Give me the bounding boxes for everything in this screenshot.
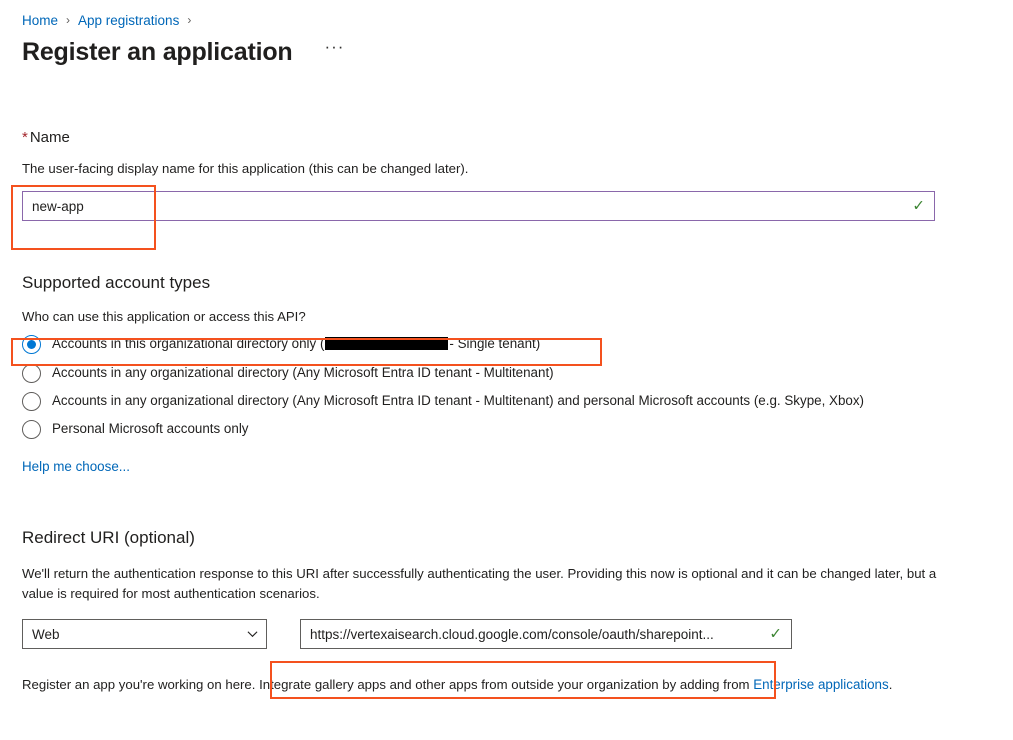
- radio-label-single-tenant-before: Accounts in this organizational directory only (: [52, 336, 325, 352]
- title-row: [22, 38, 991, 67]
- breadcrumb: [22, 10, 991, 30]
- name-input[interactable]: [22, 191, 935, 221]
- redirect-uri-field-wrap: [300, 619, 792, 649]
- radio-label-multitenant: Accounts in any organizational directory (Any Microsoft Entra ID tenant - Multitenant): [52, 364, 554, 380]
- redirect-uri-row: [22, 619, 991, 649]
- footer-note: [22, 675, 991, 695]
- redacted-tenant-name: [325, 337, 448, 350]
- platform-select-value: Web: [32, 626, 60, 642]
- radio-option-personal-only[interactable]: [22, 419, 991, 438]
- supported-account-types-heading: Supported account types: [22, 273, 211, 293]
- radio-icon-single-tenant[interactable]: [22, 335, 41, 354]
- footer-note-after: .: [888, 677, 893, 693]
- radio-option-multitenant-and-personal[interactable]: [22, 391, 991, 410]
- redirect-uri-valid-check-icon: ✓: [769, 625, 782, 643]
- platform-select[interactable]: [22, 619, 267, 649]
- breadcrumb-item-app-registrations[interactable]: App registrations: [78, 12, 180, 28]
- enterprise-applications-link[interactable]: Enterprise applications: [753, 677, 889, 693]
- name-label: [22, 129, 991, 146]
- breadcrumb-item-home[interactable]: Home: [22, 12, 59, 28]
- help-me-choose-link[interactable]: Help me choose...: [22, 458, 130, 474]
- page-title: Register an application: [22, 38, 293, 66]
- supported-account-types-question: Who can use this application or access this API?: [22, 309, 306, 325]
- account-types-radio-group: [22, 334, 991, 439]
- radio-icon-multitenant[interactable]: [22, 364, 41, 383]
- help-me-choose-row: [22, 458, 991, 476]
- radio-option-single-tenant[interactable]: [22, 334, 991, 353]
- platform-select-wrap: [22, 619, 267, 649]
- redirect-uri-description: We'll return the authentication response to this URI after successfully authenticating the user. Providing this now is optional and it can be changed later, but a value is required for most authentication scenarios.: [22, 565, 937, 601]
- more-actions-icon[interactable]: ···: [324, 36, 345, 56]
- radio-label-multitenant-and-personal: Accounts in any organizational directory (Any Microsoft Entra ID tenant - Multitenant) and personal Microsoft accounts (e.g. Skype, Xbox): [52, 393, 865, 409]
- breadcrumb-separator-icon: ›: [66, 13, 71, 27]
- radio-icon-personal-only[interactable]: [22, 420, 41, 439]
- radio-label-single-tenant-after: - Single tenant): [449, 336, 541, 352]
- radio-option-multitenant[interactable]: [22, 363, 991, 382]
- redirect-uri-input[interactable]: [300, 619, 792, 649]
- name-label-text: Name: [29, 129, 70, 146]
- radio-icon-multitenant-and-personal[interactable]: [22, 392, 41, 411]
- required-asterisk: *: [22, 129, 28, 146]
- name-field-wrap: [22, 191, 935, 221]
- redirect-uri-heading: Redirect URI (optional): [22, 527, 195, 547]
- radio-label-personal-only: Personal Microsoft accounts only: [52, 421, 249, 437]
- name-valid-check-icon: ✓: [912, 197, 925, 215]
- breadcrumb-separator-icon-2: ›: [187, 13, 192, 27]
- radio-label-single-tenant: [52, 334, 540, 353]
- name-description: The user-facing display name for this application (this can be changed later).: [22, 161, 469, 176]
- footer-note-before: Register an app you're working on here. Integrate gallery apps and other apps from outside your organization by adding from: [22, 677, 754, 693]
